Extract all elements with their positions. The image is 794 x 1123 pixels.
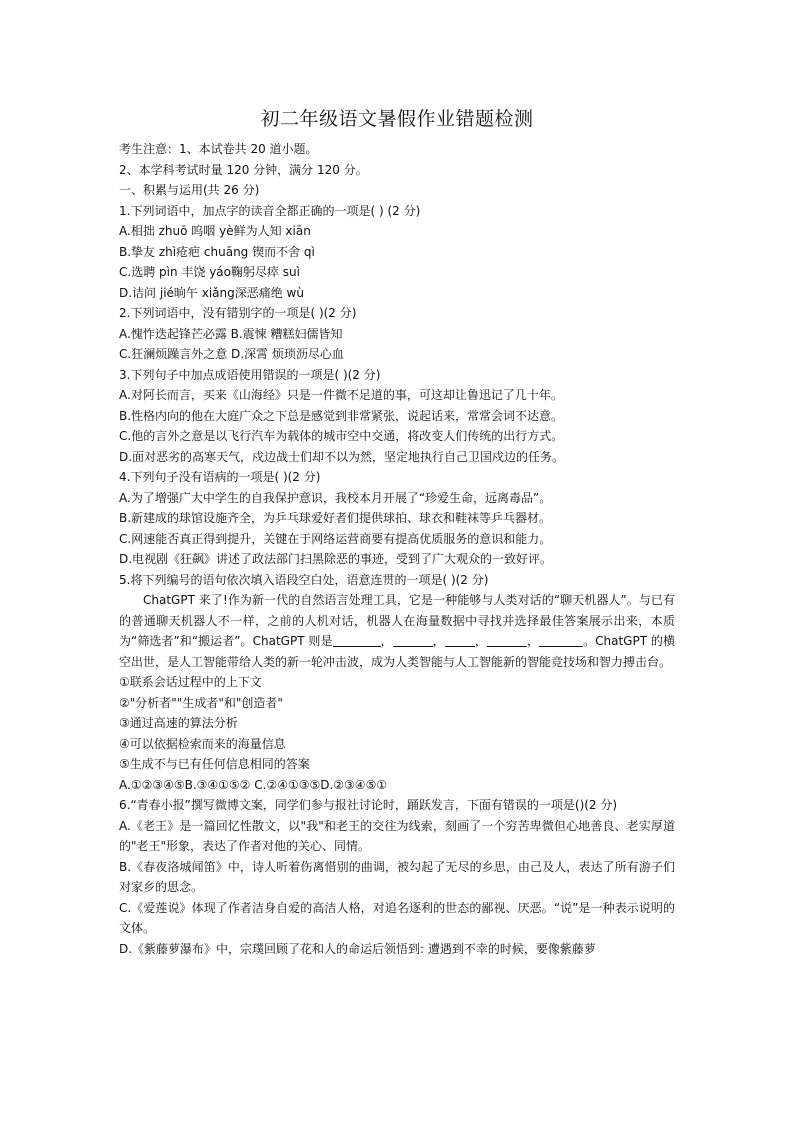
answer-choices: A.①②③④⑤B.③④①⑤② C.②④①③⑤D.②③④⑤① <box>119 777 388 792</box>
option-b: B.新建成的球馆设施齐全，为乒乓球爱好者们提供球拍、球衣和鞋袜等乒乓器材。 <box>119 511 552 525</box>
option-a: A.相拙 zhuō 呜咽 yè鲜为人知 xiān <box>119 224 311 238</box>
passage-text-b: 。ChatGPT 的横空出世，是人工智能带给人类的新一轮冲击波，成为人类智能与人工智能新的智能竞技场和智力搏击台。 <box>119 634 675 669</box>
option-c: C.他的言外之意是以飞行汽车为载体的城市空中交通，将改变人们传统的出行方式。 <box>119 429 564 443</box>
question-stem: 6.“青春小报”撰写微博文案，同学们参与报社讨论时，踊跃发言，下面有错误的一项是()(2 分) <box>119 798 618 812</box>
passage <box>119 590 675 672</box>
question-stem: 2.下列词语中，没有错别字的一项是( )(2 分) <box>119 306 357 320</box>
option-cd: C.狂澜烦躁言外之意 D.深霄 烦琐沥尽心血 <box>119 347 344 361</box>
item-2: ②"分析者""生成者"和"创造者" <box>119 695 283 710</box>
page-title: 初二年级语文暑假作业错题检测 <box>260 108 534 130</box>
answer-blank[interactable] <box>539 633 583 647</box>
question-6 <box>119 795 675 959</box>
item-4: ④可以依据检索而来的海量信息 <box>119 736 286 751</box>
item-1: ①联系会话过程中的上下文 <box>119 675 262 689</box>
option-a: A.对阿长而言，买来《山海经》只是一件微不足道的事，可这却让鲁迅记了几十年。 <box>119 388 563 402</box>
option-b: B.《春夜洛城闻笛》中，诗人听着伤离惜别的曲调，被勾起了无尽的乡思，由己及人，表达了所有游子们对家乡的思念。 <box>119 859 675 894</box>
option-a: A.《老王》是一篇回忆性散文，以"我"和老王的交往为线索，刻画了一个穷苦卑微但心地善良、老实厚道的"老王"形象，表达了作者对他的关心、同情。 <box>119 818 675 853</box>
answer-blank[interactable] <box>333 633 381 647</box>
option-d: D.面对恶劣的高寒天气，戍边战士们却不以为然，坚定地执行自己卫国戍边的任务。 <box>119 449 565 464</box>
passage-text-a: ChatGPT 来了!作为新一代的自然语言处理工具，它是一种能够与人类对话的“聊天机器人”。与已有的普通聊天机器人不一样，之前的人机对话，机器人在海量数据中寻找并选择最佳答案展示出来，本质为“筛选者”和“搬运者”。ChatGPT 则是 <box>119 593 675 648</box>
question-stem: 3.下列句子中加点成语使用错误的一项是( )(2 分) <box>119 367 381 382</box>
question-4 <box>119 467 675 570</box>
question-2 <box>119 303 675 365</box>
exam-page <box>119 104 675 959</box>
section-heading: 一、积累与运用(共 26 分) <box>119 183 260 197</box>
option-c: C.选聘 pìn 丰饶 yáo鞠躬尽瘁 suì <box>119 265 300 279</box>
answer-blank[interactable] <box>393 633 433 647</box>
option-c: C.网速能否真正得到提升，关键在于网络运营商要有提高优质服务的意识和能力。 <box>119 531 552 546</box>
item-5: ⑤生成不与已有任何信息相同的答案 <box>119 757 310 771</box>
question-stem: 5.将下列编号的语句依次填入语段空白处，语意连贯的一项是( )(2 分) <box>119 572 489 587</box>
option-b: B.挚友 zhì疮疤 chuāng 锲而不舍 qì <box>119 244 315 259</box>
blank-separator: ， <box>432 634 445 648</box>
answer-blank[interactable] <box>487 633 527 647</box>
option-d: D.电视剧《狂飙》讲述了政法部门扫黑除恶的事迹，受到了广大观众的一致好评。 <box>119 552 553 566</box>
option-d: D.《紫藤萝瀑布》中，宗璞回顾了花和人的命运后领悟到: 遭遇到不幸的时候，要像紫藤萝 <box>119 941 596 956</box>
option-a: A.为了增强广大中学生的自我保护意识，我校本月开展了“珍爱生命，远离毒品”。 <box>119 490 552 505</box>
question-stem: 1.下列词语中，加点字的读音全都正确的一项是( ) (2 分) <box>119 203 421 218</box>
question-stem: 4.下列句子没有语病的一项是( )(2 分) <box>119 470 321 484</box>
option-ab: A.愧怍迭起锋芒必露 B.震悚 糟糕妇儒皆知 <box>119 326 343 341</box>
notice-line-1: 考生注意：1、本试卷共 20 道小题。 <box>119 142 318 156</box>
notice-line-2: 2、本学科考试时量 120 分钟，满分 120 分。 <box>119 162 368 177</box>
item-3: ③通过高速的算法分析 <box>119 716 238 730</box>
option-d: D.诘问 jié晌午 xiǎng深恶痛绝 wù <box>119 285 304 300</box>
question-3 <box>119 365 675 468</box>
question-1 <box>119 201 675 304</box>
option-b: B.性格内向的他在大庭广众之下总是感觉到非常紧张，说起话来，常常会词不达意。 <box>119 408 564 423</box>
answer-blank[interactable] <box>445 633 475 647</box>
blank-separator: ， <box>380 634 393 648</box>
option-c: C.《爱莲说》体现了作者洁身自爱的高洁人格，对追名逐利的世态的鄙视、厌恶。“说”是一种表示说明的文体。 <box>119 900 675 935</box>
blank-separator: ， <box>526 634 540 648</box>
blank-separator: ， <box>474 634 487 648</box>
question-5 <box>119 570 675 796</box>
